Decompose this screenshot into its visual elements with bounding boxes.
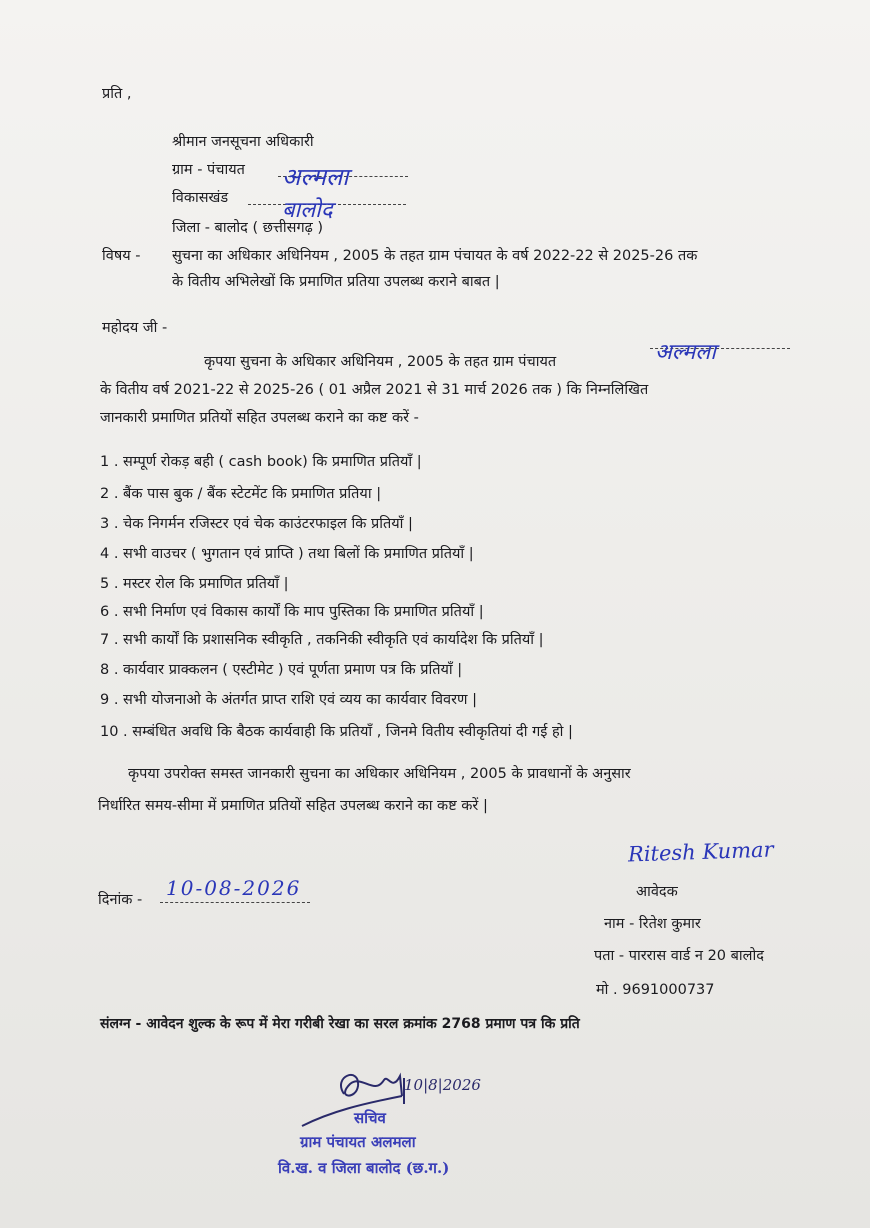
list-item: 4 . सभी वाउचर ( भुगतान एवं प्राप्ति ) तथा बिलों कि प्रमाणित प्रतियाँ | [100, 546, 474, 562]
closing-line-2: निर्धारित समय-सीमा में प्रमाणित प्रतियों सहित उपलब्ध कराने का कष्ट करें | [98, 798, 488, 814]
salutation: महोदय जी - [102, 320, 168, 336]
list-item: 10 . सम्बंधित अवधि कि बैठक कार्यवाही कि प्रतियाँ , जिनमे वितीय स्वीकृतियां दी गई हो | [100, 724, 573, 740]
attachment-line: संलग्न - आवेदन शुल्क के रूप में मेरा गरीबी रेखा का सरल क्रमांक 2768 प्रमाण पत्र कि प्रति [100, 1016, 580, 1032]
para1-handwritten-village: अल्मला [655, 340, 716, 365]
para1-line-1: कृपया सुचना के अधिकार अधिनियम , 2005 के तहत ग्राम पंचायत [204, 354, 557, 370]
date-label: दिनांक - [98, 892, 143, 908]
list-item: 1 . सम्पूर्ण रोकड़ बही ( cash book) कि प्रमाणित प्रतियाँ | [100, 454, 422, 470]
para1-line-3: जानकारी प्रमाणित प्रतियों सहित उपलब्ध कराने का कष्ट करें - [100, 410, 419, 426]
applicant-signature: Ritesh Kumar [627, 837, 774, 867]
date-handwritten: 10-08-2026 [166, 876, 302, 900]
stamp-location: वि.ख. व जिला बालोद (छ.ग.) [278, 1159, 450, 1177]
list-item: 6 . सभी निर्माण एवं विकास कार्यों कि माप पुस्तिका कि प्रमाणित प्रतियाँ | [100, 604, 484, 620]
stamp-received-date: 10|8|2026 [404, 1076, 481, 1094]
gram-panchayat-handwritten: अल्मला [282, 163, 349, 191]
subject-line-2: के वितीय अभिलेखों कि प्रमाणित प्रतिया उपलब्ध कराने बाबत | [172, 274, 500, 290]
list-item: 9 . सभी योजनाओ के अंतर्गत प्राप्त राशि एवं व्यय का कार्यवार विवरण | [100, 692, 477, 708]
block-handwritten: बालोद [282, 198, 333, 223]
applicant-name: नाम - रितेश कुमार [604, 916, 701, 932]
subject-label: विषय - [102, 248, 141, 264]
list-item: 3 . चेक निगर्मन रजिस्टर एवं चेक काउंटरफाइल कि प्रतियाँ | [100, 516, 413, 532]
stamp-office: ग्राम पंचायत अलमला [300, 1133, 416, 1151]
applicant-mobile: मो . 9691000737 [596, 982, 715, 998]
para1-line-2: के वितीय वर्ष 2021-22 से 2025-26 ( 01 अप्रैल 2021 से 31 मार्च 2026 तक ) कि निम्नलिखित [100, 382, 649, 398]
subject-line-1: सुचना का अधिकार अधिनियम , 2005 के तहत ग्राम पंचायत के वर्ष 2022-22 से 2025-26 तक [172, 248, 698, 264]
block-label: विकासखंड [172, 190, 229, 206]
applicant-address: पता - पाररास वार्ड न 20 बालोद [594, 948, 764, 964]
applicant-label: आवेदक [636, 884, 678, 900]
list-item: 2 . बैंक पास बुक / बैंक स्टेटमेंट कि प्रमाणित प्रतिया | [100, 486, 382, 502]
addressee: श्रीमान जनसूचना अधिकारी [172, 134, 314, 150]
closing-line-1: कृपया उपरोक्त समस्त जानकारी सुचना का अधिकार अधिनियम , 2005 के प्रावधानों के अनुसार [128, 766, 631, 782]
list-item: 8 . कार्यवार प्राक्कलन ( एस्टीमेट ) एवं पूर्णता प्रमाण पत्र कि प्रतियाँ | [100, 662, 463, 678]
district-line: जिला - बालोद ( छत्तीसगढ़ ) [172, 220, 324, 236]
gram-panchayat-label: ग्राम - पंचायत [172, 162, 245, 178]
to-line: प्रति , [102, 86, 132, 102]
list-item: 5 . मस्टर रोल कि प्रमाणित प्रतियाँ | [100, 576, 289, 592]
list-item: 7 . सभी कार्यों कि प्रशासनिक स्वीकृति , तकनिकी स्वीकृति एवं कार्यादेश कि प्रतियाँ | [100, 632, 544, 648]
date-blank [160, 902, 310, 903]
stamp-designation: सचिव [354, 1109, 386, 1127]
